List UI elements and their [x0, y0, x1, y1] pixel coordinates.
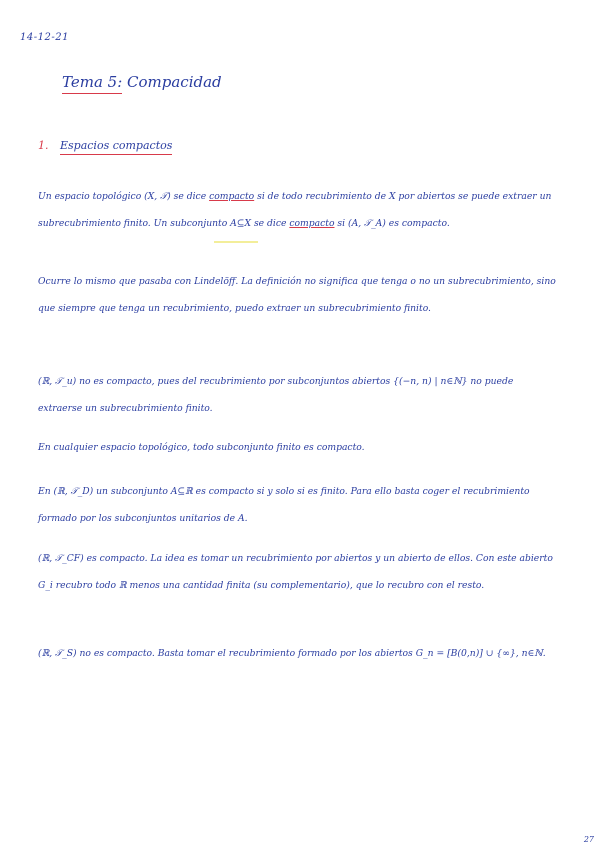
term-compacto-subset: compacto [289, 218, 335, 229]
paragraph-discrete: En (ℝ, 𝒯_D) un subconjunto A⊆ℝ es compacto si y solo si es finito. Para ello basta coger el recubrimiento formado por los subconjuntos unitarios de A. [38, 486, 530, 524]
paragraph-reals-usual: (ℝ, 𝒯_u) no es compacto, pues del recubrimiento por subconjuntos abiertos {(−n, n) | n∈ℕ} no puede extraerse un subrecubrimiento finito. [38, 376, 514, 414]
paragraph-finite-subsets: En cualquier espacio topológico, todo subconjunto finito es compacto. [38, 442, 365, 453]
section-heading [38, 139, 172, 152]
para-text: si (A, 𝒯_A) es compacto. [334, 218, 450, 229]
page-title [62, 73, 222, 91]
highlighter-mark [214, 241, 258, 243]
paragraph-definition [38, 183, 558, 237]
section-label: Espacios compactos [60, 139, 172, 155]
para-text: Un espacio topológico (X, 𝒯) se dice [38, 191, 210, 202]
term-compacto: compacto [209, 191, 255, 202]
paragraph-sorgenfrey: (ℝ, 𝒯_S) no es compacto. Basta tomar el recubrimiento formado por los abiertos G_n = [B(0,n)] ∪ {∞}, n∈ℕ. [38, 648, 546, 659]
para-text: si de todo recubrimiento de X por abiertos se puede extraer un subrecubrimiento finito. Un subconjunto A⊆X se dice [38, 191, 552, 229]
section-number: 1. [38, 139, 49, 152]
page-number: 27 [583, 835, 594, 844]
date-label: 14-12-21 [20, 32, 69, 43]
title-prefix: Tema 5: [62, 73, 122, 94]
title-name: Compacidad [127, 73, 222, 91]
paragraph-lindelof: Ocurre lo mismo que pasaba con Lindelöff. La definición no significa que tenga o no un subrecubrimiento, sino que siempre que tenga un recubrimiento, puedo extraer un subrecubrimiento finito. [38, 276, 556, 314]
paragraph-cofinite: (ℝ, 𝒯_CF) es compacto. La idea es tomar un recubrimiento por abiertos y un abierto de ellos. Con este abierto G_i recubro todo ℝ menos una cantidad finita (su complementario), que lo recubro con el resto. [38, 553, 553, 591]
